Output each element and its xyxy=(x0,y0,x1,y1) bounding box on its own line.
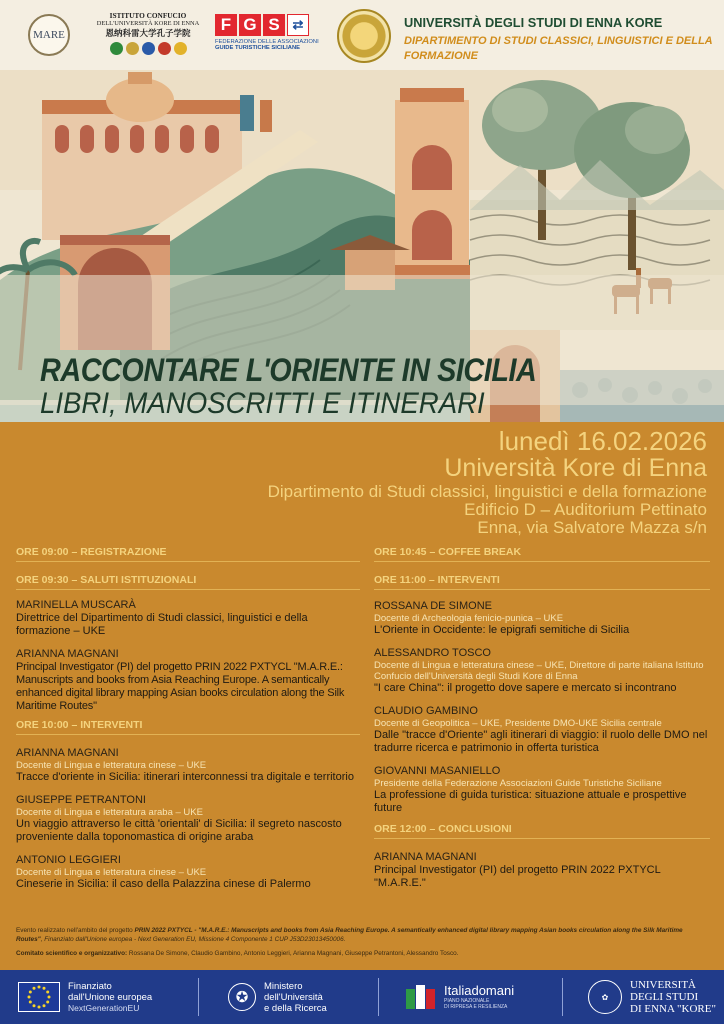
kore-seal-icon: ✿ xyxy=(588,980,622,1014)
event-date: lunedì 16.02.2026 xyxy=(498,426,707,456)
speaker-talk: Dalle "tracce d'Oriente" agli itinerari di viaggio: il ruolo delle DMO nel tradurre ricerca e patrimonio in offerta turistica xyxy=(374,729,708,754)
italy-flag-icon xyxy=(404,983,438,1011)
partner-icon xyxy=(142,42,155,55)
department-name: DIPARTIMENTO DI STUDI CLASSICI, LINGUISTICI E DELLA FORMAZIONE xyxy=(404,35,713,62)
mare-logo-text: MARE xyxy=(33,29,65,41)
section-heading: ORE 10:45 – COFFEE BREAK xyxy=(374,546,710,562)
speaker-role: Docente di Lingua e letteratura araba – UKE xyxy=(16,807,203,818)
mur-line2: dell'Università xyxy=(264,991,323,1003)
committee-names: Rossana De Simone, Claudio Gambino, Antonio Leggieri, Arianna Magnani, Giuseppe Petrantoni, Alessandro Tosco. xyxy=(127,950,459,957)
speaker-role: Presidente della Federazione Associazioni Guide Turistiche Siciliane xyxy=(374,778,662,789)
fgs-letter: S xyxy=(263,14,285,36)
speaker-talk: Principal Investigator (PI) del progetto PRIN 2022 PXTYCL "M.A.R.E.: Manuscripts and books from Asia Reaching Europe. A semantically enhanced digital library mapping Asian books circulation along the Silk Maritime Routes" xyxy=(16,661,345,712)
fgs-letter: F xyxy=(215,14,237,36)
program-column-right xyxy=(374,538,710,890)
program-column-left xyxy=(16,538,360,891)
program-entry xyxy=(16,747,360,784)
event-info-band xyxy=(0,422,724,538)
event-address: Enna, via Salvatore Mazza s/n xyxy=(477,518,707,537)
mur-line1: Ministero xyxy=(264,980,303,992)
mur-line3: e della Ricerca xyxy=(264,1002,327,1014)
speaker-talk: Un viaggio attraverso le città 'orientali' di Sicilia: il segreto nascosto proveniente dalla toponomastica di origine araba xyxy=(16,818,342,843)
fgs-line2: GUIDE TURISTICHE SICILIANE xyxy=(215,45,301,51)
italiadomani-sub2: DI RIPRESA E RESILIENZA xyxy=(444,1004,508,1010)
fgs-arrow-icon: ⇄ xyxy=(287,14,309,36)
program-entry xyxy=(374,851,710,890)
program-entry xyxy=(16,599,360,638)
speaker-name: GIOVANNI MASANIELLO xyxy=(374,765,501,777)
subtitle-line1: LIBRI, MANOSCRITTI E ITINERARI xyxy=(40,387,485,420)
partner-icon xyxy=(126,42,139,55)
speaker-role: Docente di Geopolitica – UKE, Presidente DMO-UKE Sicilia centrale xyxy=(374,718,662,729)
speaker-name: ROSSANA DE SIMONE xyxy=(374,600,492,612)
funding-note xyxy=(16,927,708,944)
program-entry xyxy=(16,854,360,891)
speaker-role: Docente di Lingua e letteratura cinese – UKE, Direttore di parte italiana Istituto Confucio dell'Università degli Studi Kore di Enna xyxy=(374,660,704,682)
speaker-name: GIUSEPPE PETRANTONI xyxy=(16,794,146,806)
partner-icon xyxy=(110,42,123,55)
speaker-talk: L'Oriente in Occidente: le epigrafi semitiche di Sicilia xyxy=(374,624,630,636)
eu-flag-icon xyxy=(18,982,60,1012)
republic-emblem-icon: ✪ xyxy=(228,983,256,1011)
speaker-name: ALESSANDRO TOSCO xyxy=(374,647,491,659)
committee-label: Comitato scientifico e organizzativo: xyxy=(16,950,128,957)
confucio-logo xyxy=(92,12,204,55)
eu-line3: NextGenerationEU xyxy=(68,1002,140,1013)
funding-prefix: Evento realizzato nell'ambito del progetto xyxy=(16,927,135,934)
funding-suffix: , Finanziato dall'Unione europea - Next Generation EU, Missione 4 Componente 1 CUP J53D23013450006. xyxy=(40,935,346,943)
eu-funding-logo xyxy=(18,970,152,1024)
speaker-talk: "I care China": il progetto dove sapere e mercato si incontrano xyxy=(374,682,677,694)
kore-university-logo xyxy=(588,970,716,1024)
program-entry xyxy=(374,705,710,755)
fgs-line1: FEDERAZIONE DELLE ASSOCIAZIONI xyxy=(215,39,319,45)
kore-line2: DEGLI STUDI xyxy=(630,991,699,1003)
section-heading: ORE 09:00 – REGISTRAZIONE xyxy=(16,546,360,562)
program xyxy=(0,538,724,924)
italiadomani-logo xyxy=(404,970,514,1024)
speaker-role: Docente di Archeologia fenicio-punica – UKE xyxy=(374,613,564,624)
kore-line1: UNIVERSITÀ xyxy=(630,979,696,991)
fgs-logo xyxy=(215,14,317,51)
confucio-line2: DELL'UNIVERSITÀ KORE DI ENNA xyxy=(96,20,200,27)
eu-line1: Finanziato xyxy=(68,980,112,992)
speaker-name: CLAUDIO GAMBINO xyxy=(374,705,478,717)
italiadomani-name: Italiadomani xyxy=(444,983,515,998)
partner-icons xyxy=(92,42,204,55)
speaker-talk: Direttrice del Dipartimento di Studi classici, linguistici e della formazione – UKE xyxy=(16,612,308,637)
confucio-chinese: 恩纳科雷大学孔子学院 xyxy=(105,28,191,38)
section-heading: ORE 11:00 – INTERVENTI xyxy=(374,574,710,590)
divider xyxy=(378,978,379,1016)
speaker-name: ARIANNA MAGNANI xyxy=(16,648,119,660)
section-heading: ORE 09:30 – SALUTI ISTITUZIONALI xyxy=(16,574,360,590)
footnotes xyxy=(0,924,724,970)
italiadomani-sub1: PIANO NAZIONALE xyxy=(444,998,490,1004)
eu-line2: dall'Unione europea xyxy=(68,991,153,1003)
event-room: Edificio D – Auditorium Pettinato xyxy=(464,500,707,519)
university-seal-icon xyxy=(337,9,391,63)
mur-logo xyxy=(228,970,327,1024)
kore-line3: DI ENNA "KORE" xyxy=(630,1003,716,1015)
program-entry xyxy=(374,600,710,637)
university-name: UNIVERSITÀ DEGLI STUDI DI ENNA KORE xyxy=(404,15,663,30)
program-entry xyxy=(16,794,360,844)
program-entry xyxy=(374,647,710,695)
speaker-role: Docente di Lingua e letteratura cinese – UKE xyxy=(16,867,207,878)
section-heading: ORE 10:00 – INTERVENTI xyxy=(16,719,360,735)
event-venue: Università Kore di Enna xyxy=(444,454,707,482)
mare-logo xyxy=(28,14,70,56)
event-department: Dipartimento di Studi classici, linguistici e della formazione xyxy=(267,482,707,501)
speaker-talk: Cineserie in Sicilia: il caso della Palazzina cinese di Palermo xyxy=(16,878,311,890)
hero-illustration xyxy=(0,70,724,422)
event-title: RACCONTARE L'ORIENTE IN SICILIA xyxy=(40,352,537,388)
speaker-name: ARIANNA MAGNANI xyxy=(16,747,119,759)
program-entry xyxy=(16,648,360,713)
header xyxy=(0,0,724,70)
divider xyxy=(198,978,199,1016)
speaker-talk: Principal Investigator (PI) del progetto PRIN 2022 PXTYCL "M.A.R.E." xyxy=(374,864,661,889)
speaker-role: Docente di Lingua e letteratura cinese – UKE xyxy=(16,760,207,771)
confucio-line1: ISTITUTO CONFUCIO xyxy=(109,11,187,20)
partner-icon xyxy=(174,42,187,55)
divider xyxy=(562,978,563,1016)
speaker-talk: Tracce d'oriente in Sicilia: itinerari interconnessi tra digitale e territorio xyxy=(16,771,354,783)
section-heading: ORE 12:00 – CONCLUSIONI xyxy=(374,823,710,839)
fgs-letter: G xyxy=(239,14,261,36)
speaker-name: ARIANNA MAGNANI xyxy=(374,851,477,863)
committee-note xyxy=(16,950,708,959)
speaker-name: MARINELLA MUSCARÀ xyxy=(16,599,136,611)
funding-project: PRIN 2022 PXTYCL - "M.A.R.E.: Manuscripts and books from Asia Reaching Europe. A semantically enhanced digital library mapping Asian books circulation along the Silk Maritime Routes" xyxy=(16,927,683,943)
speaker-talk: La professione di guida turistica: situazione attuale e prospettive future xyxy=(374,789,687,814)
footer xyxy=(0,970,724,1024)
partner-icon xyxy=(158,42,171,55)
speaker-name: ANTONIO LEGGIERI xyxy=(16,854,121,866)
program-entry xyxy=(374,765,710,815)
